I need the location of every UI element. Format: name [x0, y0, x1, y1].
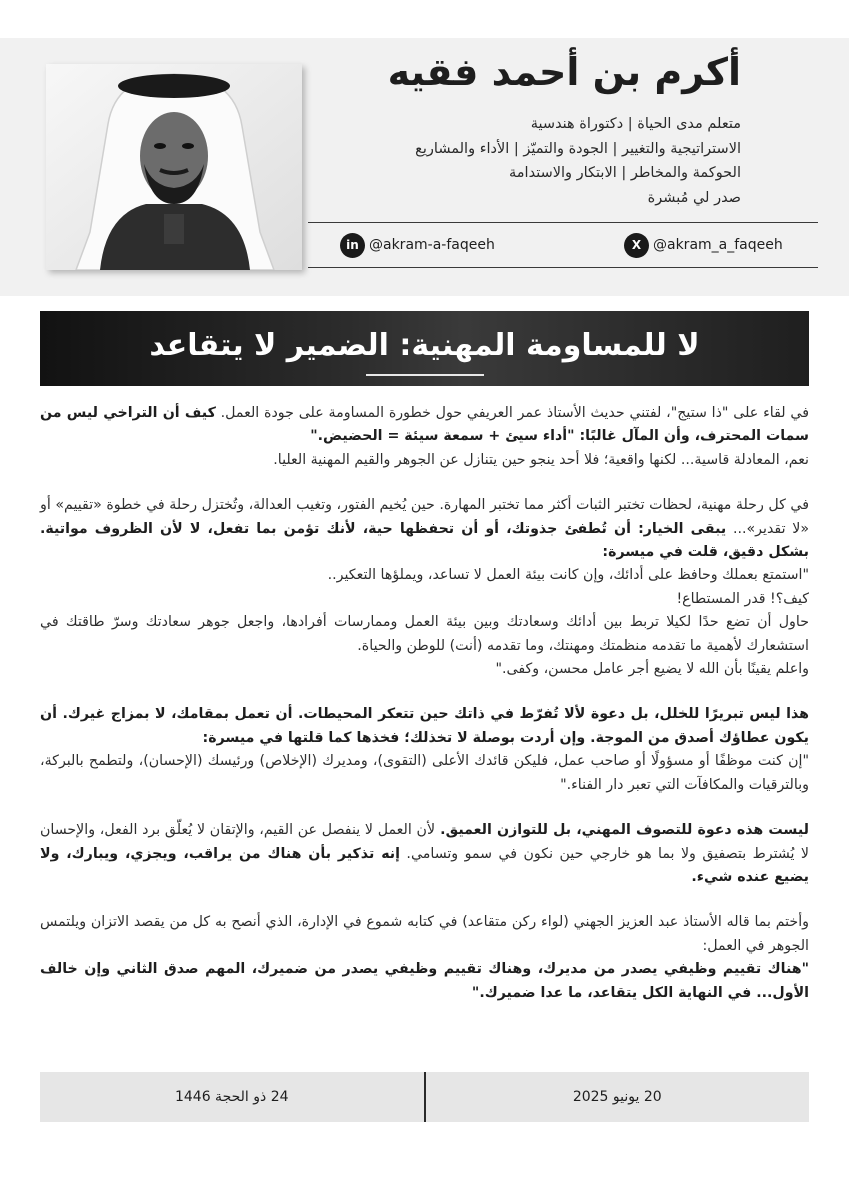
tagline-line: متعلم مدى الحياة | دكتوراة هندسية [530, 116, 741, 132]
p4-reminder: إنه تذكير بأن هناك من يراقب، ويجزي، ويبارك، ولا يضيع عنده شيء. [40, 845, 809, 885]
paragraph-1 [40, 402, 809, 472]
tagline-line: الاستراتيجية والتغيير | الجودة والتميّز | الأداء والمشاريع [415, 140, 741, 157]
tagline-line: الحوكمة والمخاطر | الابتكار والاستدامة [509, 165, 741, 181]
p5-intro: وأختم بما قاله الأستاذ عبد العزيز الجهني (لواء ركن متقاعد) في كتابه شموع في الإدارة، الذي أنصح به كل من يقصد الاتزان ويلتمس الجوهر في العمل: [40, 914, 809, 954]
article-title: لا للمساومة المهنية: الضمير لا يتقاعد [40, 311, 809, 386]
p2-choice: يبقى الخيار: أن تُطفئ جذوتك، أو أن تحفظها حية، لأنك تؤمن بما تفعل، لا لأن الظروف مواتية. بشكل دقيق، قلت في ميسرة: [40, 520, 809, 561]
gregorian-date: 20 يونيو 2025 [572, 1089, 662, 1105]
p3-statement: هذا ليس تبريرًا للخلل، بل دعوة لألا تُفرّط في ذاتك حين تتعكر المحيطات. أن تعمل بمقامك، لا بمزاج غيرك. أن يكون عطاؤك أصدق من الموجة. وإن أردت بوصلة لا تخذلك؛ فخذها كما قلتها في ميسرة: [40, 706, 809, 746]
p4-statement: ليست هذه دعوة للتصوف المهني، بل للتوازن العميق. [435, 822, 809, 839]
paragraph-2 [40, 494, 809, 681]
author-name: أكرم بن أحمد فقيه [387, 50, 741, 94]
p2-question: كيف؟! قدر المستطاع! [676, 590, 809, 607]
tagline-line: صدر لي مُبشرة [647, 189, 741, 206]
p2-intro: في كل رحلة مهنية، لحظات تختبر الثبات أكثر مما تختبر المهارة. حين يُخيم الفتور، وتغيب العدالة، وتُختزل رحلة في خطوة «تقييم» أو «لا تقدير»... [40, 497, 809, 537]
hijri-date: 24 ذو الحجة 1446 [174, 1089, 289, 1105]
p4-body: لأن العمل لا ينفصل عن القيم، والإتقان لا يُعلّق برد الفعل، والإحسان لا يُشترط بتصفيق ولا بما هو خارجي حين نكون في سمو وتسامي. [40, 822, 809, 862]
paragraph-3 [40, 703, 809, 797]
p2-advice: حاول أن تضع حدًا لكيلا تربط بين أدائك وسعادتك وبين بيئة العمل وممارسات أفرادها، واجعل جوهر سعادتك وسرّ طاقتك في استشعارك لأهمية ما تقدمه منظمتك ومهنتك، وما تقدمه (أنت) للوطن والحياة. [40, 614, 809, 654]
title-underline [366, 374, 484, 376]
social-divider-bottom [308, 267, 818, 268]
p2-quote-start: "استمتع بعملك وحافظ على أدائك، وإن كانت بيئة العمل لا تساعد، ويملؤها التعكير.. [327, 567, 809, 584]
p1-intro: في لقاء على "ذا ستيج"، لفتني حديث الأستاذ عمر العريفي حول خطورة المساومة على جودة العمل. [215, 405, 809, 421]
paragraph-5 [40, 911, 809, 1005]
article-body [40, 402, 809, 1005]
author-tagline [261, 112, 741, 210]
linkedin-icon: in [340, 233, 365, 258]
linkedin-link[interactable] [340, 231, 495, 259]
linkedin-handle: @akram-a-faqeeh [369, 237, 495, 253]
x-handle: @akram_a_faqeeh [653, 237, 783, 253]
p1-quote: كيف أن التراخي ليس من سمات المحترف، وأن المآل غالبًا: "أداء سيئ + سمعة سيئة = الحضيض." [40, 405, 809, 445]
p1-conclusion: نعم، المعادلة قاسية... لكنها واقعية؛ فلا أحد ينجو حين يتنازل عن الجوهر والقيم المهنية العليا. [273, 451, 809, 468]
social-divider-top [308, 222, 818, 223]
p2-quote-end: واعلم يقينًا بأن الله لا يضيع أجر عامل محسن، وكفى." [495, 661, 809, 678]
p3-quote: "إن كنت موظفًا أو مسؤولًا أو صاحب عمل، فليكن قائدك الأعلى (التقوى)، ومديرك (الإخلاص) ورئيسك (الإحسان)، ولتطمح بالبركة، وبالترقيات والمكافآت التي تعبر دار الفناء." [40, 753, 809, 793]
x-link[interactable] [624, 231, 783, 259]
date-footer [40, 1072, 809, 1122]
paragraph-4 [40, 819, 809, 889]
footer-divider [424, 1072, 426, 1122]
p5-quote: "هناك تقييم وظيفي يصدر من مديرك، وهناك تقييم وظيفي يصدر من ضميرك، المهم صدق الثاني وإن خالف الأول... في النهاية الكل يتقاعد، ما عدا ضميرك." [40, 961, 809, 1001]
x-icon: X [624, 233, 649, 258]
